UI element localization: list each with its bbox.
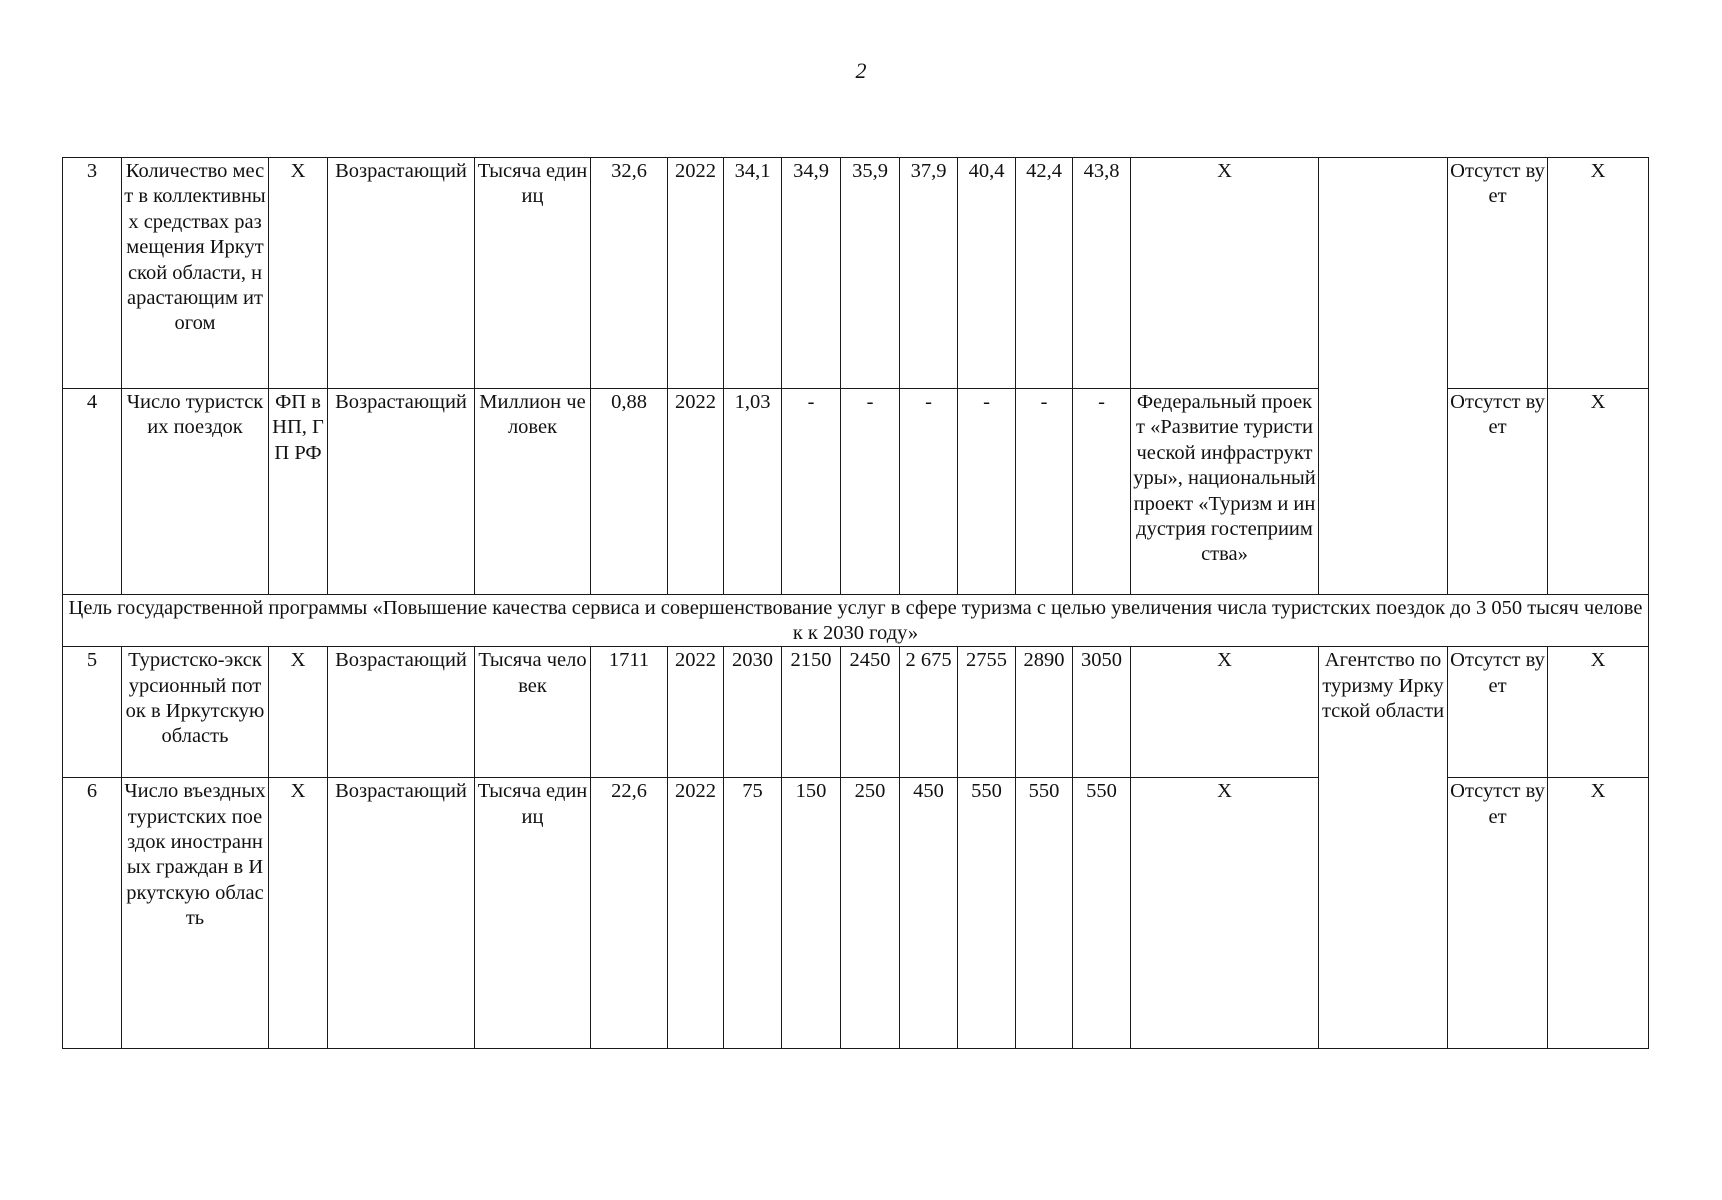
base-value: 32,6	[591, 158, 668, 389]
value-year-4: 2 675	[900, 647, 958, 778]
link-status: Отсутст вует	[1448, 389, 1548, 595]
base-value: 0,88	[591, 389, 668, 595]
trend: Возрастающий	[328, 158, 475, 389]
base-year: 2022	[668, 389, 724, 595]
table-row	[63, 158, 1649, 389]
value-year-2: 2150	[782, 647, 841, 778]
value-year-4: 450	[900, 778, 958, 1049]
value-year-7: 43,8	[1073, 158, 1131, 389]
related-documents: Федеральный проект «Развитие туристической инфраструктуры», национальный проект «Туризм и индустрия гостеприимства»	[1131, 389, 1319, 595]
info-system: Х	[1548, 389, 1649, 595]
value-year-3: 250	[841, 778, 900, 1049]
value-year-6: 550	[1016, 778, 1073, 1049]
indicator-name: Туристско-экскурсионный поток в Иркутскую область	[122, 647, 269, 778]
link-status: Отсутст вует	[1448, 647, 1548, 778]
value-year-2: 34,9	[782, 158, 841, 389]
value-year-4: 37,9	[900, 158, 958, 389]
base-value: 1711	[591, 647, 668, 778]
value-year-7: -	[1073, 389, 1131, 595]
responsible-empty	[1319, 158, 1448, 595]
value-year-5: 2755	[958, 647, 1016, 778]
info-system: Х	[1548, 647, 1649, 778]
indicator-level: Х	[269, 158, 328, 389]
responsible-agency: Агентство по туризму Иркутской области	[1319, 647, 1448, 1049]
table-row	[63, 647, 1649, 778]
indicator-name: Число въездных туристских поездок иностранных граждан в Иркутскую область	[122, 778, 269, 1049]
value-year-3: 2450	[841, 647, 900, 778]
value-year-3: 35,9	[841, 158, 900, 389]
value-year-7: 3050	[1073, 647, 1131, 778]
goal-row	[63, 595, 1649, 647]
info-system: Х	[1548, 778, 1649, 1049]
base-year: 2022	[668, 778, 724, 1049]
value-year-2: -	[782, 389, 841, 595]
unit: Тысяча единиц	[475, 778, 591, 1049]
related-documents: Х	[1131, 778, 1319, 1049]
page-number: 2	[855, 58, 867, 83]
value-year-1: 75	[724, 778, 782, 1049]
value-year-1: 2030	[724, 647, 782, 778]
value-year-1: 1,03	[724, 389, 782, 595]
link-status: Отсутст вует	[1448, 158, 1548, 389]
unit: Тысяча единиц	[475, 158, 591, 389]
value-year-4: -	[900, 389, 958, 595]
unit: Тысяча человек	[475, 647, 591, 778]
link-status: Отсутст вует	[1448, 778, 1548, 1049]
program-goal: Цель государственной программы «Повышение качества сервиса и совершенствование услуг в сфере туризма с целью увеличения числа туристских поездок до 3 050 тысяч человек к 2030 году»	[63, 595, 1649, 647]
row-number: 6	[63, 778, 122, 1049]
value-year-5: 550	[958, 778, 1016, 1049]
info-system: Х	[1548, 158, 1649, 389]
indicator-level: Х	[269, 778, 328, 1049]
value-year-2: 150	[782, 778, 841, 1049]
base-year: 2022	[668, 158, 724, 389]
row-number: 4	[63, 389, 122, 595]
value-year-7: 550	[1073, 778, 1131, 1049]
related-documents: Х	[1131, 158, 1319, 389]
base-year: 2022	[668, 647, 724, 778]
indicator-name: Число туристских поездок	[122, 389, 269, 595]
row-number: 3	[63, 158, 122, 389]
trend: Возрастающий	[328, 389, 475, 595]
indicator-level: ФП в НП, ГП РФ	[269, 389, 328, 595]
trend: Возрастающий	[328, 778, 475, 1049]
unit: Миллион человек	[475, 389, 591, 595]
indicators-table	[62, 157, 1649, 1049]
related-documents: Х	[1131, 647, 1319, 778]
trend: Возрастающий	[328, 647, 475, 778]
value-year-6: 42,4	[1016, 158, 1073, 389]
indicator-name: Количество мест в коллективных средствах размещения Иркутской области, нарастающим итогом	[122, 158, 269, 389]
value-year-3: -	[841, 389, 900, 595]
indicator-level: Х	[269, 647, 328, 778]
value-year-5: 40,4	[958, 158, 1016, 389]
value-year-1: 34,1	[724, 158, 782, 389]
value-year-6: -	[1016, 389, 1073, 595]
row-number: 5	[63, 647, 122, 778]
base-value: 22,6	[591, 778, 668, 1049]
value-year-6: 2890	[1016, 647, 1073, 778]
value-year-5: -	[958, 389, 1016, 595]
